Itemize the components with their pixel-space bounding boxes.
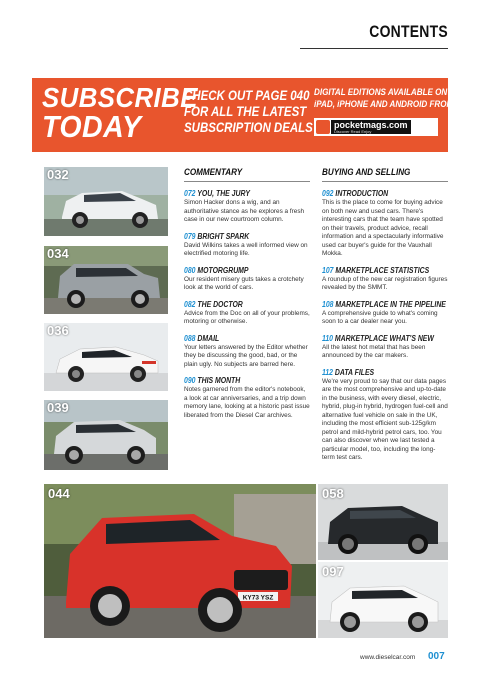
subscribe-line-1: SUBSCRIBE [42,82,198,113]
column-rule [322,181,448,182]
photo-page-number: 044 [48,486,70,501]
item-title: THIS MONTH [197,376,241,385]
item-description: Advice from the Doc on all of your problems, motoring or otherwise. [184,309,310,325]
item-heading [184,334,292,344]
thumbnail-page-number: 039 [47,400,69,415]
red-suv-photo [44,484,316,638]
item-page-number: 108 [322,299,334,309]
item-page-number: 110 [322,333,333,343]
item-title: MARKETPLACE STATISTICS [335,265,430,275]
item-description: A roundup of the new car registration figures revealed by the SMMT. [322,275,448,291]
thumbnail-page-number: 032 [47,167,69,182]
item-description: Notes garnered from the editor's notebook, a look at car anniversaries, and a trip down memory lane, looking at a historic past issue liberated from the Diesel Car archives. [184,386,310,419]
item-title: YOU, THE JURY [197,189,250,198]
item-page-number: 072 [184,189,196,198]
subscribe-banner[interactable] [32,78,454,152]
commentary-heading: COMMENTARY [184,167,243,177]
item-page-number: 107 [322,265,334,275]
digital-line-2: iPAD, iPHONE AND ANDROID FROM [314,99,454,110]
list-item[interactable] [322,368,448,463]
item-title: MARKETPLACE WHAT'S NEW [334,333,434,343]
item-page-number: 092 [322,189,334,198]
item-description: David Wilkins takes a well informed view on electrified motoring life. [184,241,308,257]
item-heading [184,266,292,276]
buying-selling-column [322,167,448,470]
check-line-1: CHECK OUT PAGE 040 [184,87,310,103]
pocketmags-tagline: Discover Read Enjoy [334,128,372,134]
check-line-2: FOR ALL THE LATEST [184,103,307,119]
item-description: We're very proud to say that our data pages are the most comprehensive and up-to-date in the business, with every diesel, electric, hybrid, plug-in hybrid, hydrogen fuel-cell and alternative fuel vehicle on sale in the UK, including the most efficient sub-125g/km petrol and mild-hybrid petrol cars, too. You can also discover when we last tested a particular model, too, including the long-term test cars. [322,377,448,461]
buying-selling-heading: BUYING AND SELLING [322,167,411,177]
item-heading [322,266,430,276]
item-page-number: 080 [184,265,196,275]
subscribe-heading [42,84,198,142]
item-heading [184,232,292,242]
item-title: INTRODUCTION [335,189,389,198]
item-title: MARKETPLACE IN THE PIPELINE [335,299,446,309]
item-heading [184,376,292,386]
thumbnail-036[interactable] [44,323,168,391]
list-item[interactable] [184,300,310,327]
feature-photo-058[interactable] [318,484,448,560]
list-item[interactable] [184,334,310,370]
item-description: All the latest hot metal that has been announced by the car makers. [322,343,426,359]
pocketmags-badge-icon [316,120,330,134]
subscribe-line-2: TODAY [42,109,142,144]
list-item[interactable] [184,266,310,293]
item-page-number: 082 [184,299,196,309]
item-description: Your letters answered by the Editor whether they be discussing the good, bad, or the plain ugly. No subjects are barred here. [184,343,308,368]
thumbnail-039[interactable] [44,400,168,470]
item-title: BRIGHT SPARK [197,231,250,241]
check-line-3: SUBSCRIPTION DEALS [184,119,313,135]
item-description: A comprehensive guide to what's coming soon to a car dealer near you. [322,309,438,325]
commentary-column [184,167,310,427]
item-heading [322,299,446,310]
item-description: Our resident misery guts takes a crotchety look at the world of cars. [184,275,304,291]
title-rule [300,48,448,49]
list-item[interactable] [184,376,310,420]
license-plate-text: KY73 YSZ [242,594,274,602]
list-item[interactable] [322,266,448,293]
list-item[interactable] [184,189,310,225]
item-heading [322,368,430,378]
photo-page-number: 097 [322,564,344,579]
thumbnail-page-number: 034 [47,246,69,261]
thumbnail-032[interactable] [44,167,168,236]
list-item[interactable] [322,189,448,259]
website-url[interactable]: www.dieselcar.com [360,654,416,661]
digital-editions-text [314,87,453,111]
list-item[interactable] [322,300,448,327]
item-heading [322,189,430,199]
pocketmags-wordmark [331,120,411,134]
item-title: THE DOCTOR [197,299,243,309]
list-item[interactable] [184,232,310,259]
pocketmags-name: pocketmags.com [334,119,408,130]
column-rule [184,181,310,182]
digital-line-1: DIGITAL EDITIONS AVAILABLE ON [314,87,448,98]
item-page-number: 079 [184,231,196,241]
feature-photo-044[interactable] [44,484,316,638]
list-item[interactable] [322,334,448,361]
item-title: DATA FILES [334,367,375,377]
thumbnail-034[interactable] [44,246,168,314]
subscription-deals-text [184,87,313,135]
item-description: This is the place to come for buying advice on both new and used cars. There's interesting cars that the team have spotted on their travels, product advice, recall information and a spectacularly informative used car buyer's guide for the Vauxhall Mokka. [322,199,444,257]
item-page-number: 088 [184,333,196,343]
item-description: Simon Hacker dons a wig, and an authoritative stance as he explores a fresh case in our new courtroom column. [184,199,305,223]
item-page-number: 090 [184,376,196,385]
item-heading [184,189,292,199]
page-number: 007 [428,651,445,662]
feature-photo-097[interactable] [318,562,448,638]
item-title: DMAIL [197,333,220,343]
item-title: MOTORGRUMP [197,265,249,275]
item-page-number: 112 [322,367,333,377]
photo-page-number: 058 [322,486,344,501]
item-heading [322,333,434,344]
item-heading [184,300,292,310]
thumbnail-page-number: 036 [47,323,69,338]
page-title: CONTENTS [369,22,448,41]
pocketmags-logo[interactable] [314,118,438,136]
